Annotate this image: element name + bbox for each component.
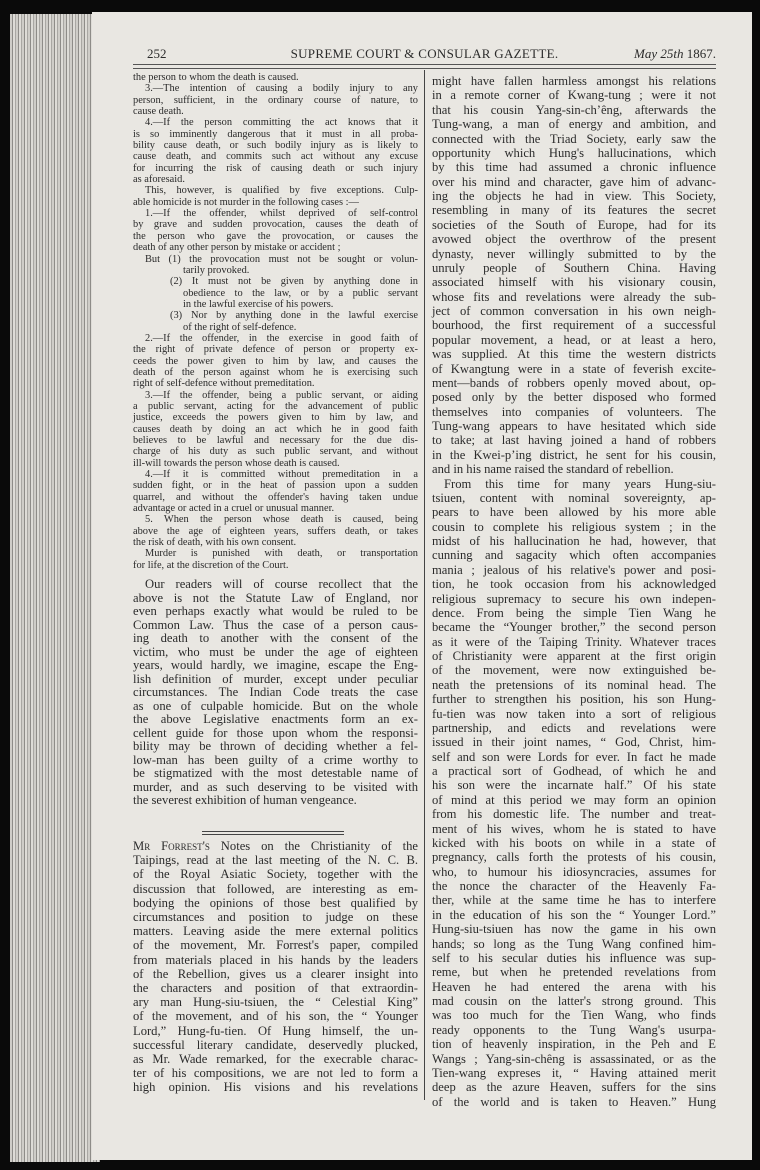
text-line: by grave and sudden provocation, causes the death of: [133, 219, 418, 231]
text-line: religious supremacy to secure his own indepen-: [432, 591, 716, 606]
text-line: sudden fight, or in the heat of passion upon a sudden: [133, 480, 418, 492]
text-line: by this time had assumed a chronic influence: [432, 160, 716, 175]
text-line: popular movement, a head, or at least a hero,: [432, 332, 716, 347]
text-line: Common Law. Thus the case of a person caus-: [133, 617, 418, 632]
text-line: of the right of self-defence.: [183, 321, 297, 333]
text-line: bility cause death, or such bodily injury as is likely to: [133, 140, 418, 152]
paragraph: [133, 390, 418, 469]
text-line: and in his name raised the standard of rebellion.: [432, 462, 674, 477]
text-line: bility may be thrown of deciding whether a fel-: [133, 739, 418, 753]
text-line: death of the person against whom he is exercising such: [133, 366, 418, 378]
text-line: tarily provoked.: [183, 264, 250, 276]
text-line: as one of culpable homicide. But on the whole: [133, 698, 418, 713]
text-line: themselves into companies of volunteers. The: [432, 404, 716, 419]
text-line: Tien-wang expreses it, “ Having attained merit: [432, 1065, 716, 1080]
text-line-rest: Notes on the Christianity of the: [220, 839, 418, 853]
text-line: believes to be lawful and necessary for the due dis-: [133, 435, 418, 446]
section-separator-rule: [202, 831, 344, 835]
text-line: Wangs ; Yang-sin-chêng is assassinated, or as the: [432, 1051, 716, 1066]
paragraph: [432, 477, 716, 1110]
text-line: ject of common conversation in his own neigh-: [432, 304, 716, 318]
text-line: But (1) the provocation must not be sought or volun-: [145, 253, 418, 265]
text-line: lish definition of murder, except under peculiar: [133, 671, 418, 686]
text-line: above is not the Statute Law of England, nor: [133, 590, 418, 605]
text-line: cause death.: [133, 106, 184, 118]
text-line: mania ; jealous of his relative's power and posi-: [432, 562, 716, 577]
text-line: of Christianity were apparent at the first origin: [432, 649, 716, 663]
text-line: bodying the opinions of those best qualified by: [133, 895, 418, 910]
text-line: of Kwangtung were in a state of feverish excite-: [432, 361, 716, 376]
text-line: who, to humour his idiosyncracies, assumes for: [432, 864, 716, 879]
text-line: 3.—If the offender, being a public servant, or aiding: [145, 389, 418, 401]
paragraph: [133, 208, 418, 253]
text-line: ther, while at the same time he has to interfere: [432, 893, 716, 908]
text-line: self to his secular duties his influence was sup-: [432, 950, 716, 965]
right-column-article: [432, 74, 716, 1109]
text-line: the characters and position of that extraordin-: [133, 981, 418, 996]
text-line: causes death by doing an act which he in good faith: [133, 423, 418, 435]
paragraph: [133, 83, 418, 117]
text-line: for incurring the risk of causing death or such injury: [133, 162, 418, 174]
text-line: the person to whom the death is caused.: [133, 72, 299, 83]
text-line: ceeds the power given to him by law, and causes the: [133, 355, 418, 367]
text-line: self and son were Lords for ever. In fact he made: [432, 749, 716, 764]
text-line: in the Kwei-p’ing district, he sent for his cousin,: [432, 447, 716, 462]
text-line: Taipings, read at the last meeting of the N. C. B.: [133, 853, 418, 868]
text-line: was supplied. At this time the western districts: [432, 347, 716, 362]
text-line: of the movement, were now extinguished be-: [432, 663, 716, 678]
text-line: 5. When the person whose death is caused, being: [145, 514, 418, 526]
paragraph: [133, 839, 418, 1095]
paragraph: [133, 117, 418, 185]
paragraph: [133, 548, 418, 571]
text-line: the right of private defence of person or property ex-: [133, 344, 418, 356]
text-line: unruly people of Southern China. Having: [432, 260, 716, 275]
paragraph: [432, 74, 716, 477]
text-line: low-man has been guilty of a crime worthy to: [133, 752, 418, 767]
text-line: of the Rebellion, gives us a clearer insight into: [133, 966, 418, 981]
text-line: Lord,” Hung-fu-tien. Of Hung himself, the un-: [133, 1023, 418, 1038]
text-line: person, sufficient, in the ordinary course of nature, to: [133, 94, 418, 106]
text-line: Murder is punished with death, or transportation: [145, 548, 418, 560]
text-line: murder, and as such deserving to be visited with: [133, 779, 418, 794]
text-line: societies of the South of Europe, had for its: [432, 217, 716, 232]
text-line: able homicide is not murder in the following cases :—: [133, 196, 359, 208]
text-line: [133, 839, 418, 853]
text-line: tion of heavenly inspiration, in the Peh and E: [432, 1037, 716, 1052]
text-line: became the “Younger brother,” the second person: [432, 620, 716, 635]
text-line: from materials placed in his hands by the leaders: [133, 952, 418, 967]
text-line: From this time for many years Hung-siu-: [444, 476, 716, 491]
text-line: advantage or acted in a cruel or unusual manner.: [133, 503, 335, 515]
text-line: a public servant, acting for the advancement of public: [133, 400, 418, 412]
text-line: resembling in many of its features the secret: [432, 203, 716, 218]
text-line: dynasty, never willingly submitted to by the: [432, 246, 716, 261]
text-line: opportunity which Hung's hallucinations, which: [432, 145, 716, 160]
text-line: bourhood, the first requirement of a successful: [432, 318, 716, 333]
text-line: the nonce the character of the Heavenly Fa-: [432, 879, 716, 893]
text-line: cousin to complete his religious system ; in the: [432, 519, 716, 534]
paragraph: [133, 276, 418, 310]
text-line: the risk of death, with his own consent.: [133, 537, 297, 549]
text-line: might have fallen harmless amongst his relations: [432, 74, 716, 88]
text-line: quarrel, and without the offender's having taken undue: [133, 491, 418, 503]
text-line: years, would hardly, we imagine, escape the Eng-: [133, 658, 418, 672]
text-line: This, however, is qualified by five exceptions. Culp-: [145, 185, 418, 197]
text-line: above the age of eighteen years, suffers death, or takes: [133, 525, 418, 537]
text-line: kicked with his boots on while in a state of: [432, 835, 716, 850]
text-line: circumstances and position to judge on these: [133, 910, 418, 925]
text-line: ment—bands of robbers openly moved about, op-: [432, 375, 716, 390]
text-line: mad cousin on the latter's strong ground. This: [432, 994, 716, 1008]
text-line: that his cousin Yang-sin-ch’êng, afterwards the: [432, 102, 716, 117]
text-line: even perhaps exactly what would be ruled to be: [133, 604, 418, 618]
text-line: the severest exhibition of human vengeance.: [133, 793, 357, 807]
text-line: Tung-wang appears to have hesitated which side: [432, 419, 716, 433]
text-line: associated himself with his visionary cousin,: [432, 275, 716, 290]
text-line: ill-will towards the person whose death is caused.: [133, 457, 340, 469]
article-lead-name: Mr Forrest's: [133, 839, 210, 853]
text-line: matters. Leaving aside the mere external politics: [133, 924, 418, 939]
text-line: victim, who must be under the age of eighteen: [133, 644, 418, 659]
page-header: [133, 46, 716, 62]
paragraph: [133, 469, 418, 514]
paragraph: [133, 72, 418, 83]
text-line: to take; at last having joined a hand of robbers: [432, 433, 716, 448]
paragraph: [133, 578, 418, 808]
text-line: a practical sort of Godhead, of which he and: [432, 764, 716, 778]
text-line: of mind at this period we may form an opinion: [432, 792, 716, 807]
paragraph: [133, 333, 418, 390]
text-line: connected with the Triad Society, early saw the: [432, 131, 716, 146]
text-line: neath the pretensions of its nominal head. The: [432, 677, 716, 692]
page-number: 252: [147, 46, 167, 61]
text-line: of the movement, Mr. Forrest's paper, compiled: [133, 938, 418, 953]
text-line: obedience to the law, or by a public servant: [183, 287, 418, 299]
text-line: Our readers will of course recollect that the: [145, 577, 418, 591]
text-line: of the movement, and of his son, the “ Younger: [133, 1009, 418, 1024]
text-line: in the education of his son the “ Younger Lord.”: [432, 907, 716, 922]
paragraph: [133, 514, 418, 548]
text-line: avowed object the overthrow of the present: [432, 232, 716, 247]
text-line: be stigmatized with the most detestable name of: [133, 766, 418, 780]
text-line: 3.—The intention of causing a bodily injury to any: [145, 83, 418, 95]
header-rule: [133, 64, 716, 69]
text-line: charge of his duty as such public servant, and without: [133, 446, 418, 458]
text-line: in the lawful exercise of his powers.: [183, 298, 334, 310]
text-line: ary man Hung-siu-tsiuen, the “ Celestial King”: [133, 995, 418, 1010]
text-line: Tung-wang, a man of energy and ambition, and: [432, 117, 716, 132]
text-line: death of any other person by mistake or accident ;: [133, 242, 341, 254]
publication-title: SUPREME COURT & CONSULAR GAZETTE.: [290, 46, 559, 61]
text-line: the person who gave the provocation, or causes the: [133, 230, 418, 242]
text-line: further to strengthen his position, his son Hung-: [432, 692, 716, 707]
left-column-legal-text: [133, 72, 418, 571]
text-line: cause death, and commits such act without any excuse: [133, 151, 418, 163]
text-line: successful literary candidate, deservedly plucked,: [133, 1037, 418, 1052]
text-line: Hung-siu-tsiuen has now the game in his own: [432, 922, 716, 937]
text-line: dence. From being the simple Tien Wang he: [432, 605, 716, 620]
text-line: ment of his wives, whom he is stated to have: [432, 821, 716, 836]
page-stack-edges: [10, 14, 100, 1162]
text-line: hands; so long as the Tung Wang confined him-: [432, 936, 716, 951]
text-line: of the world and is taken to Heaven.” Hung: [432, 1094, 716, 1109]
text-line: pears to have been allowed by his more able: [432, 505, 716, 520]
text-line: deep as the azure Heaven, suffers for the sins: [432, 1080, 716, 1095]
text-line: cunning and sagacity which often accompanies: [432, 548, 716, 563]
text-line: ready opponents to the Tung Wang's usurpa-: [432, 1022, 716, 1037]
paragraph: [133, 185, 418, 208]
text-line: circumstances. The Indian Code treats the case: [133, 685, 418, 699]
text-line: his son were the incarnate half.” Of his state: [432, 778, 716, 793]
text-line: the above Legislative enactments form an ex-: [133, 712, 418, 726]
text-line: from his domestic life. The number and treat-: [432, 807, 716, 822]
text-line: in a remote corner of Kwang-tung ; were it not: [432, 88, 716, 103]
text-line: for life, at the discretion of the Court.: [133, 559, 289, 571]
text-line: ter of his compositions, we are not led to form a: [133, 1066, 418, 1081]
text-line: Heaven he had entered the arena with his: [432, 979, 716, 994]
text-line: (2) It must not be given by anything done in: [170, 276, 418, 288]
text-line: issued in their joint names, “ God, Christ, him-: [432, 735, 716, 750]
text-line: high opinion. His visions and his revelations: [133, 1080, 418, 1095]
text-line: whose fits and revelations were already the sub-: [432, 289, 716, 304]
paragraph: [133, 310, 418, 333]
text-line: right of self-defence without premeditation.: [133, 378, 315, 390]
left-column-forrest-article: [133, 839, 418, 1095]
text-line: ing death to another with the consent of the: [133, 631, 418, 645]
text-line: discussion that followed, are interesting as em-: [133, 881, 418, 896]
text-line: reme, but when he pretended revelations from: [432, 965, 716, 980]
text-line: as aforesaid.: [133, 174, 185, 186]
left-column-commentary: [133, 578, 418, 808]
issue-date: [634, 46, 716, 62]
text-line: posed only by the better disposed who formed: [432, 390, 716, 405]
text-line: fu-tien was now taken into a sort of religious: [432, 706, 716, 721]
text-line: 2.—If the offender, in the exercise in good faith of: [145, 332, 418, 344]
text-line: justice, exceeds the powers given to him by law, and: [133, 412, 418, 424]
text-line: 4.—If it is committed without premeditation in a: [145, 469, 418, 481]
text-line: cellent guide for those upon whom the responsi-: [133, 725, 418, 740]
text-line: is so imminently dangerous that it must in all proba-: [133, 128, 418, 140]
text-line: as Mr. Wade remarked, for the execrable charac-: [133, 1052, 418, 1067]
text-line: tsiuen, content with nominal sovereignty, ap-: [432, 490, 716, 505]
text-line: 1.—If the offender, whilst deprived of self-control: [145, 208, 418, 220]
issue-date-year: 1867.: [686, 46, 716, 61]
text-line: was too much for the Tien Wang, who finds: [432, 1008, 716, 1023]
text-line: 4.—If the person committing the act knows that it: [145, 117, 418, 129]
text-line: ing the objects he had in view. This Society,: [432, 189, 716, 203]
text-line: as it were of the Taiping Trinity. Whatever traces: [432, 634, 716, 649]
column-divider: [424, 70, 425, 1100]
text-line: (3) Nor by anything done in the lawful exercise: [170, 310, 418, 322]
text-line: midst of his hallucination he had, however, that: [432, 534, 716, 548]
text-line: partnership, and edicts and revelations were: [432, 720, 716, 735]
text-line: tion, he took occasion from his acknowledged: [432, 577, 716, 592]
issue-date-day: May 25th: [634, 46, 684, 61]
text-line: over his mind and character, gave him of advanc-: [432, 174, 716, 189]
text-line: pregnancy, calls forth the protests of his cousin,: [432, 850, 716, 865]
text-line: of the Royal Asiatic Society, together with the: [133, 867, 418, 882]
paragraph: [133, 254, 418, 277]
